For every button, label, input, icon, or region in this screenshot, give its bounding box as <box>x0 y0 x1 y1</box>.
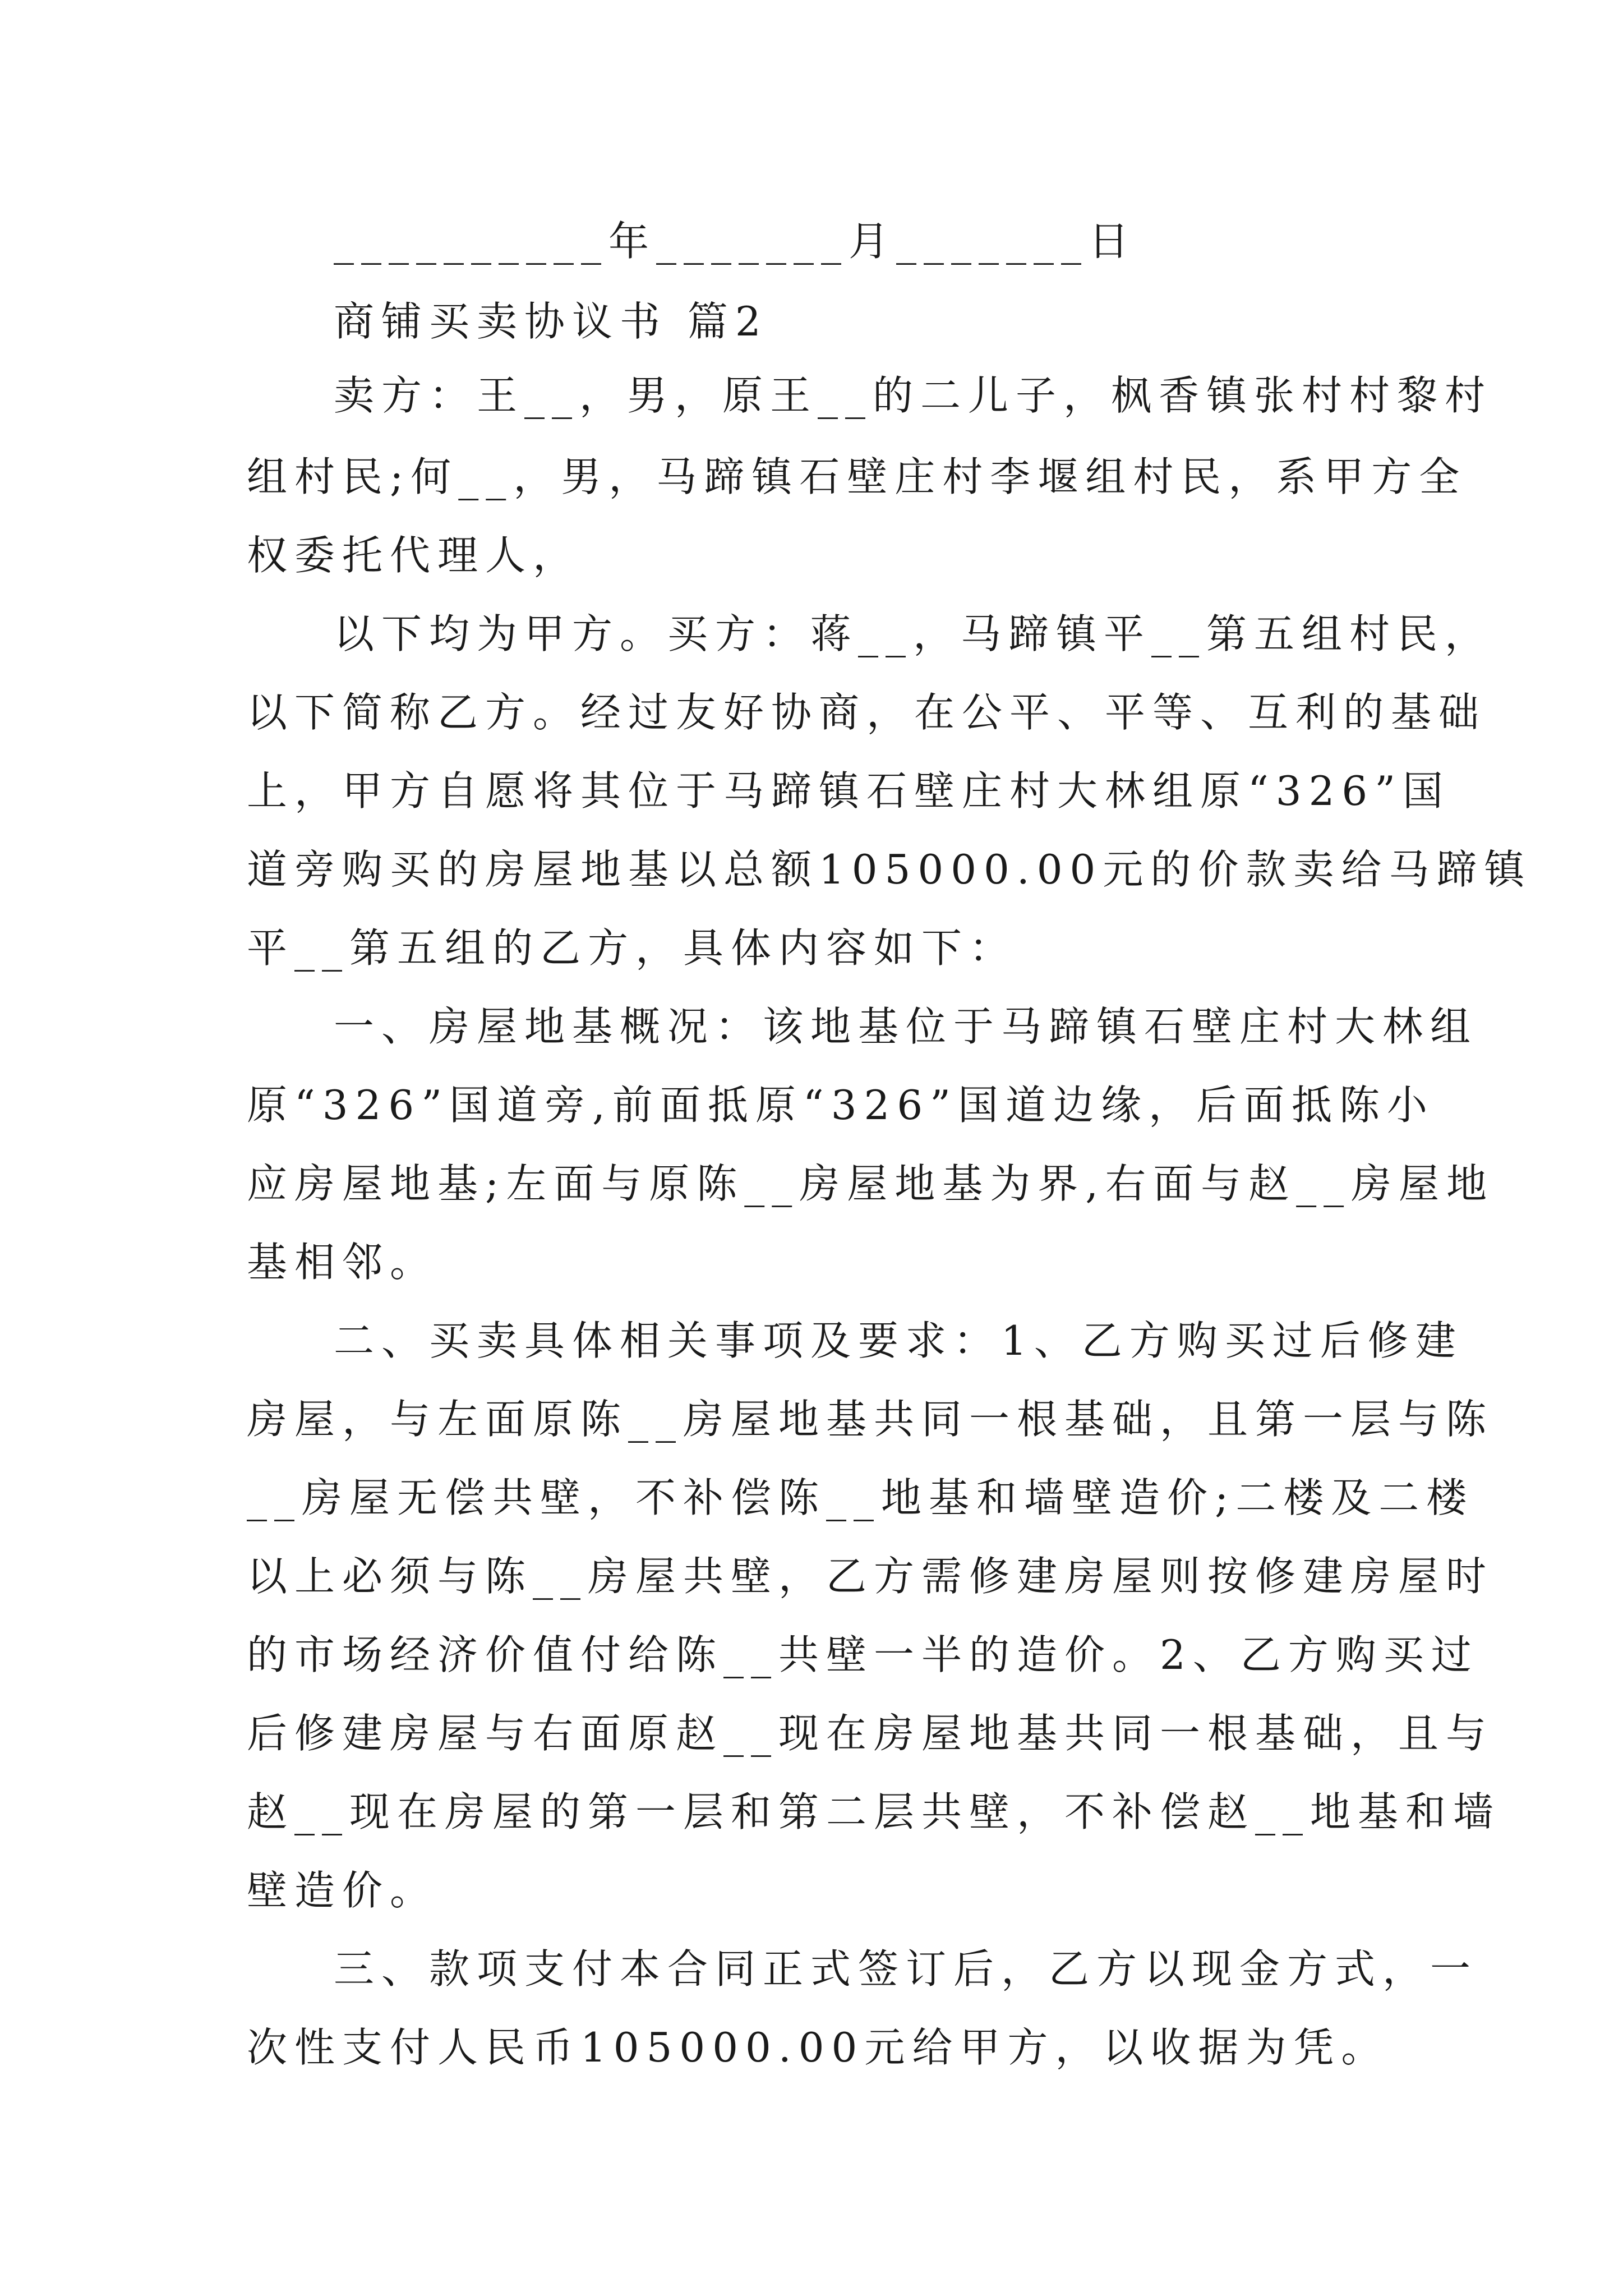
paragraph-line: __房屋无偿共壁，不补偿陈__地基和墙壁造价;二楼及二楼 <box>247 1474 1474 1521</box>
paragraph-line: 基相邻。 <box>247 1239 438 1286</box>
paragraph-line: 组村民;何__，男，马蹄镇石壁庄村李堰组村民，系甲方全 <box>247 453 1467 500</box>
paragraph-line: 权委托代理人， <box>247 532 581 579</box>
paragraph-line: 应房屋地基;左面与原陈__房屋地基为界,右面与赵__房屋地 <box>247 1160 1495 1207</box>
paragraph-line: 赵__现在房屋的第一层和第二层共壁，不补偿赵__地基和墙 <box>247 1788 1501 1835</box>
date-line: __________年_______月_______日 <box>334 218 1136 265</box>
paragraph-line: 卖方：王__，男，原王__的二儿子，枫香镇张村村黎村 <box>334 372 1493 419</box>
paragraph-line: 次性支付人民币105000.00元给甲方，以收据为凭。 <box>247 2024 1389 2071</box>
paragraph-line: 一、房屋地基概况：该地基位于马蹄镇石壁庄村大林组 <box>334 1003 1478 1050</box>
paragraph-line: 平__第五组的乙方，具体内容如下： <box>247 924 1017 972</box>
paragraph-line: 上，甲方自愿将其位于马蹄镇石壁庄村大林组原“326”国 <box>247 767 1451 815</box>
paragraph-line: 以下简称乙方。经过友好协商，在公平、平等、互利的基础 <box>247 689 1487 736</box>
paragraph-line: 壁造价。 <box>247 1867 438 1914</box>
paragraph-line: 道旁购买的房屋地基以总额105000.00元的价款卖给马蹄镇 <box>247 846 1532 893</box>
paragraph-line: 以下均为甲方。买方：蒋__，马蹄镇平__第五组村民， <box>334 610 1493 657</box>
paragraph-line: 三、款项支付本合同正式签订后，乙方以现金方式，一 <box>334 1945 1478 1993</box>
document-heading: 商铺买卖协议书 篇2 <box>334 298 768 345</box>
paragraph-line: 二、买卖具体相关事项及要求：1、乙方购买过后修建 <box>334 1317 1463 1364</box>
paragraph-line: 的市场经济价值付给陈__共壁一半的造价。2、乙方购买过 <box>247 1631 1479 1678</box>
paragraph-line: 后修建房屋与右面原赵__现在房屋地基共同一根基础，且与 <box>247 1710 1494 1757</box>
paragraph-line: 以上必须与陈__房屋共壁，乙方需修建房屋则按修建房屋时 <box>247 1553 1494 1600</box>
paragraph-line: 房屋，与左面原陈__房屋地基共同一根基础，且第一层与陈 <box>247 1396 1494 1443</box>
paragraph-line: 原“326”国道旁,前面抵原“326”国道边缘，后面抵陈小 <box>247 1082 1435 1129</box>
